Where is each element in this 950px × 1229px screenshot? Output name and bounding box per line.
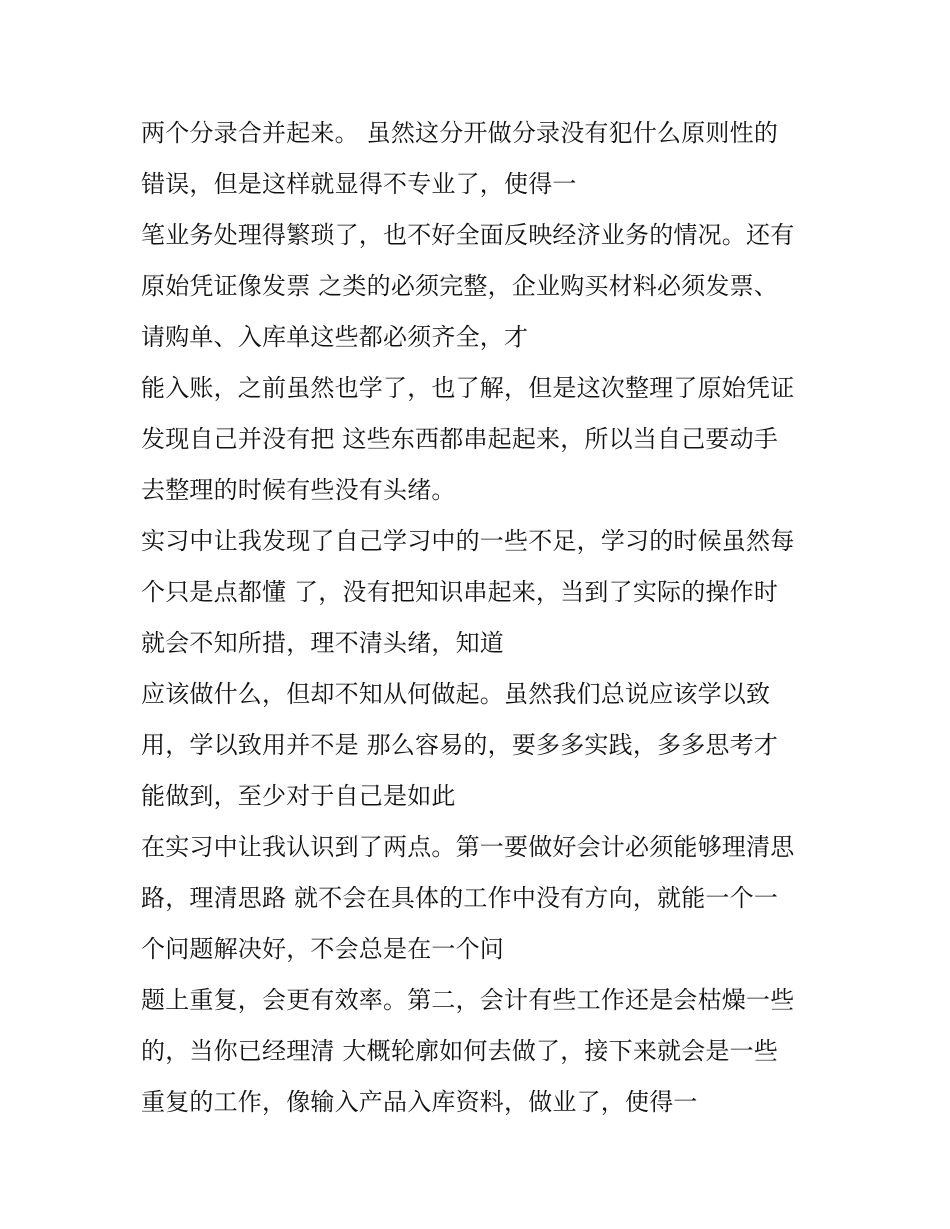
text-line: 路，理清思路 就不会在具体的工作中没有方向，就能一个一 <box>141 884 779 912</box>
text-line: 重复的工作，像输入产品入库资料，做业了，使得一 <box>141 1088 698 1116</box>
text-line: 的，当你已经理清 大概轮廓如何去做了，接下来就会是一些 <box>141 1037 779 1065</box>
text-line: 题上重复，会更有效率。第二，会计有些工作还是会枯燥一些 <box>141 986 795 1014</box>
body-text <box>141 108 841 1128</box>
text-line: 错误，但是这样就显得不专业了，使得一 <box>141 170 577 198</box>
text-line: 个只是点都懂 了，没有把知识串起来，当到了实际的操作时 <box>141 578 779 606</box>
text-line: 请购单、入库单这些都必须齐全，才 <box>141 323 529 351</box>
text-line: 在实习中让我认识到了两点。第一要做好会计必须能够理清思 <box>141 833 795 861</box>
text-line: 能入账，之前虽然也学了，也了解，但是这次整理了原始凭证 <box>141 374 795 402</box>
text-line: 个问题解决好，不会总是在一个问 <box>141 935 504 963</box>
text-line: 就会不知所措，理不清头绪，知道 <box>141 629 504 657</box>
text-line: 原始凭证像发票 之类的必须完整，企业购买材料必须发票、 <box>141 272 779 300</box>
text-line: 实习中让我发现了自己学习中的一些不足，学习的时候虽然每 <box>141 527 795 555</box>
text-line: 用，学以致用并不是 那么容易的，要多多实践，多多思考才 <box>141 731 779 759</box>
text-line: 能做到，至少对于自己是如此 <box>141 782 456 810</box>
text-line: 笔业务处理得繁琐了，也不好全面反映经济业务的情况。还有 <box>141 221 795 249</box>
text-line: 两个分录合并起来。 虽然这分开做分录没有犯什么原则性的 <box>141 119 779 147</box>
text-line: 发现自己并没有把 这些东西都串起起来，所以当自己要动手 <box>141 425 779 453</box>
text-line: 应该做什么，但却不知从何做起。虽然我们总说应该学以致 <box>141 680 771 708</box>
text-line: 去整理的时候有些没有头绪。 <box>141 476 456 504</box>
